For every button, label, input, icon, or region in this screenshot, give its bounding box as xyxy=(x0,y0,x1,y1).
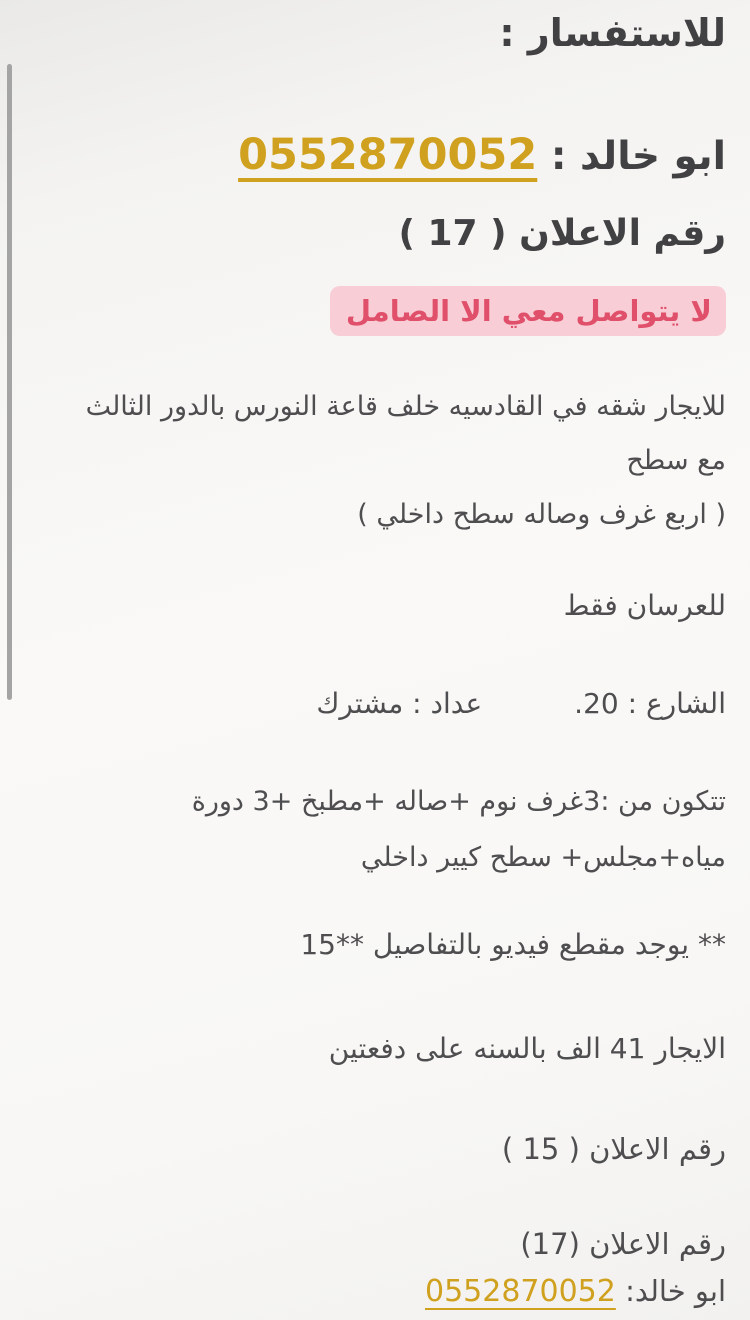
warning-badge-row xyxy=(40,286,726,336)
inquiry-heading: للاستفسار : xyxy=(499,11,726,55)
rent-line: الايجار 41 الف بالسنه على دفعتين xyxy=(328,1032,726,1065)
ad-number-17-line: رقم الاعلان (17) xyxy=(520,1227,726,1261)
video-note: ** يوجد مقطع فيديو بالتفاصيل **15 xyxy=(300,928,726,961)
contact-name: ابو خالد : xyxy=(537,134,726,179)
audience-line: للعرسان فقط xyxy=(563,589,726,622)
listing-description-line2: مع سطح xyxy=(626,445,726,476)
scrollbar-thumb[interactable] xyxy=(7,64,12,700)
composition-line2: مياه+مجلس+ سطح كيير داخلي xyxy=(360,842,726,873)
footer-phone-link[interactable]: 0552870052 xyxy=(424,1274,616,1309)
listing-description xyxy=(40,380,726,542)
listing-description-line3: ( اربع غرف وصاله سطح داخلي ) xyxy=(357,499,726,530)
warning-badge: لا يتواصل معي الا الصامل xyxy=(330,286,726,336)
ad-number-17-heading: رقم الاعلان ( 17 ) xyxy=(398,213,726,254)
street-value: الشارع : 20. xyxy=(574,687,726,720)
footer-contact-name: ابو خالد: xyxy=(615,1274,726,1308)
contact-line xyxy=(40,122,726,190)
composition-paragraph xyxy=(40,774,726,886)
listing-description-line1: للايجار شقه في القادسيه خلف قاعة النورس بالدور الثالث xyxy=(85,391,726,422)
street-meter-row xyxy=(40,684,726,724)
composition-line1: تتكون من :3غرف نوم +صاله +مطبخ +3 دورة xyxy=(191,786,726,817)
footer-contact-line xyxy=(40,1268,726,1315)
ad-number-15-line: رقم الاعلان ( 15 ) xyxy=(501,1132,726,1166)
meter-value: عداد : مشترك xyxy=(316,687,483,720)
phone-link[interactable]: 0552870052 xyxy=(238,130,538,180)
